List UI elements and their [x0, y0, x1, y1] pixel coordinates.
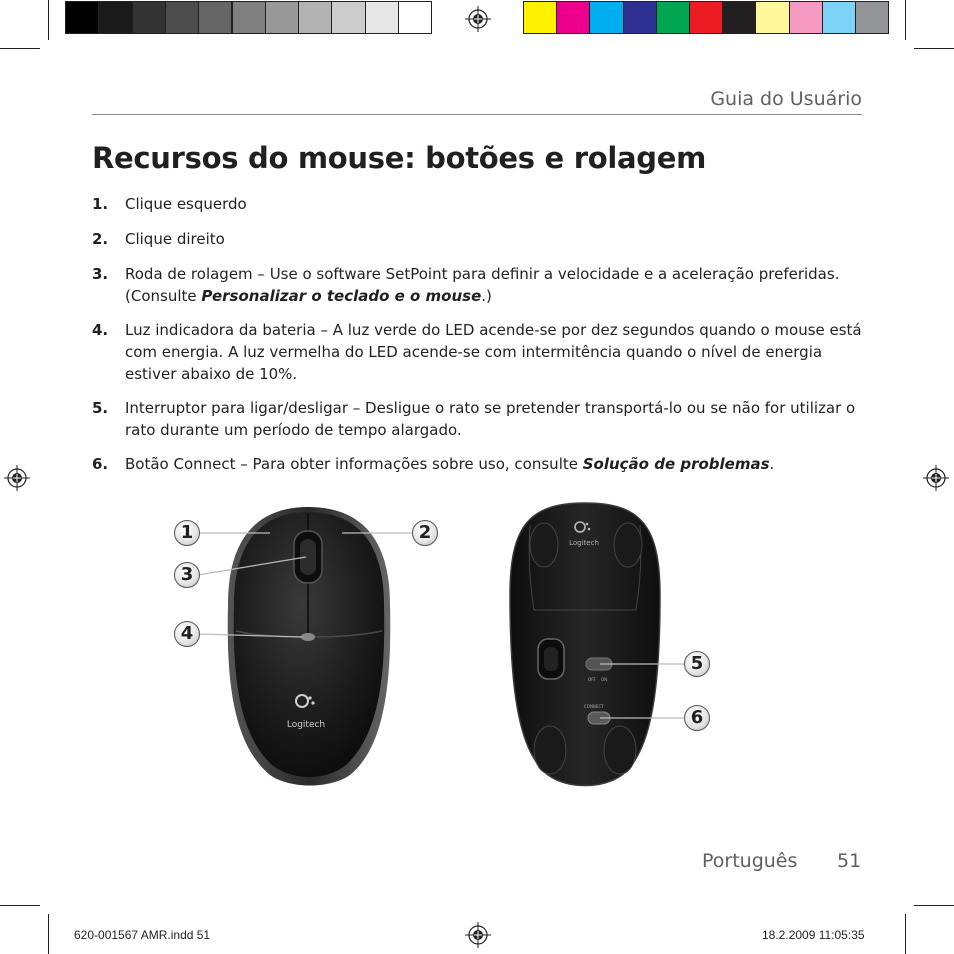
color-swatch	[165, 1, 199, 34]
color-swatch	[365, 1, 399, 34]
color-swatch	[198, 1, 232, 34]
color-swatch	[65, 1, 99, 34]
list-number: 3.	[92, 265, 109, 283]
callout-4: 4	[174, 621, 200, 647]
mouse-bottom-view	[510, 503, 660, 786]
color-swatch	[656, 1, 690, 34]
callout-2: 2	[412, 520, 438, 546]
cross-reference-link[interactable]: Personalizar o teclado e o mouse	[201, 287, 482, 305]
color-swatch	[298, 1, 332, 34]
list-text-part: .)	[481, 287, 492, 305]
page-number: 51	[837, 850, 862, 872]
color-swatch	[132, 1, 166, 34]
list-text	[125, 263, 862, 307]
list-text-part: Botão Connect – Para obter informações sobre uso, consulte	[125, 455, 583, 473]
color-swatch	[331, 1, 365, 34]
list-number: 5.	[92, 399, 109, 417]
cross-reference-link[interactable]: Solução de problemas	[582, 455, 770, 473]
footer-language: Português	[702, 850, 798, 872]
mouse-figure	[170, 495, 730, 795]
page-title: Recursos do mouse: botões e rolagem	[92, 141, 707, 175]
list-item	[92, 319, 862, 385]
color-swatch	[398, 1, 432, 34]
callout-6: 6	[684, 705, 710, 731]
color-swatch	[855, 1, 889, 34]
registration-mark-icon	[465, 922, 491, 948]
crop-mark	[48, 0, 49, 40]
mouse-brand-label: Logitech	[569, 539, 599, 547]
callout-3: 3	[174, 562, 200, 588]
list-number: 2.	[92, 230, 109, 248]
list-text: Clique esquerdo	[125, 195, 247, 213]
mouse-brand-label: Logitech	[286, 720, 326, 730]
registration-mark-icon	[4, 465, 30, 491]
registration-mark-icon	[923, 465, 949, 491]
list-item	[92, 263, 862, 307]
list-text-part: Roda de rolagem – Use o software SetPoint para definir a velocidade e a aceleração preferidas. (Consulte	[125, 265, 840, 305]
list-item	[92, 228, 862, 250]
color-swatch	[589, 1, 623, 34]
list-item	[92, 397, 862, 441]
color-swatch	[789, 1, 823, 34]
list-item	[92, 453, 862, 475]
color-swatch	[98, 1, 132, 34]
list-text: Luz indicadora da bateria – A luz verde do LED acende-se por dez segundos quando o mouse está com energia. A luz vermelha do LED acende-se com intermitência quando o nível de energia estiver abaixo de 10%.	[125, 321, 862, 383]
registration-mark-icon	[465, 6, 491, 32]
crop-mark	[0, 48, 40, 49]
switch-off-label: OFF	[588, 677, 596, 682]
crop-mark	[914, 48, 954, 49]
slug-filename: 620-001567 AMR.indd 51	[74, 928, 211, 942]
color-swatch	[232, 1, 266, 34]
crop-mark	[905, 914, 906, 954]
connect-label: CONNECT	[584, 704, 604, 709]
color-swatch	[689, 1, 723, 34]
color-swatch	[822, 1, 856, 34]
list-item	[92, 193, 862, 215]
crop-mark	[905, 0, 906, 40]
list-text-part: .	[769, 455, 775, 473]
color-swatch	[623, 1, 657, 34]
header-label: Guia do Usuário	[710, 88, 862, 110]
list-text: Clique direito	[125, 230, 225, 248]
list-number: 6.	[92, 455, 109, 473]
color-swatch	[523, 1, 557, 34]
crop-mark	[0, 905, 40, 906]
mouse-top-view	[228, 507, 391, 786]
list-text	[125, 453, 862, 475]
color-swatch	[722, 1, 756, 34]
switch-on-label: ON	[601, 677, 608, 682]
color-swatch	[265, 1, 299, 34]
color-swatch	[755, 1, 789, 34]
callout-5: 5	[684, 651, 710, 677]
header-rule	[92, 114, 862, 115]
list-number: 1.	[92, 195, 109, 213]
slug-timestamp: 18.2.2009 11:05:35	[762, 928, 865, 942]
list-number: 4.	[92, 321, 109, 339]
list-text: Interruptor para ligar/desligar – Desligue o rato se pretender transportá-lo ou se não for utilizar o rato durante um período de tempo alargado.	[125, 399, 856, 439]
crop-mark	[48, 914, 49, 954]
color-swatch	[556, 1, 590, 34]
callout-1: 1	[174, 520, 200, 546]
crop-mark	[914, 905, 954, 906]
